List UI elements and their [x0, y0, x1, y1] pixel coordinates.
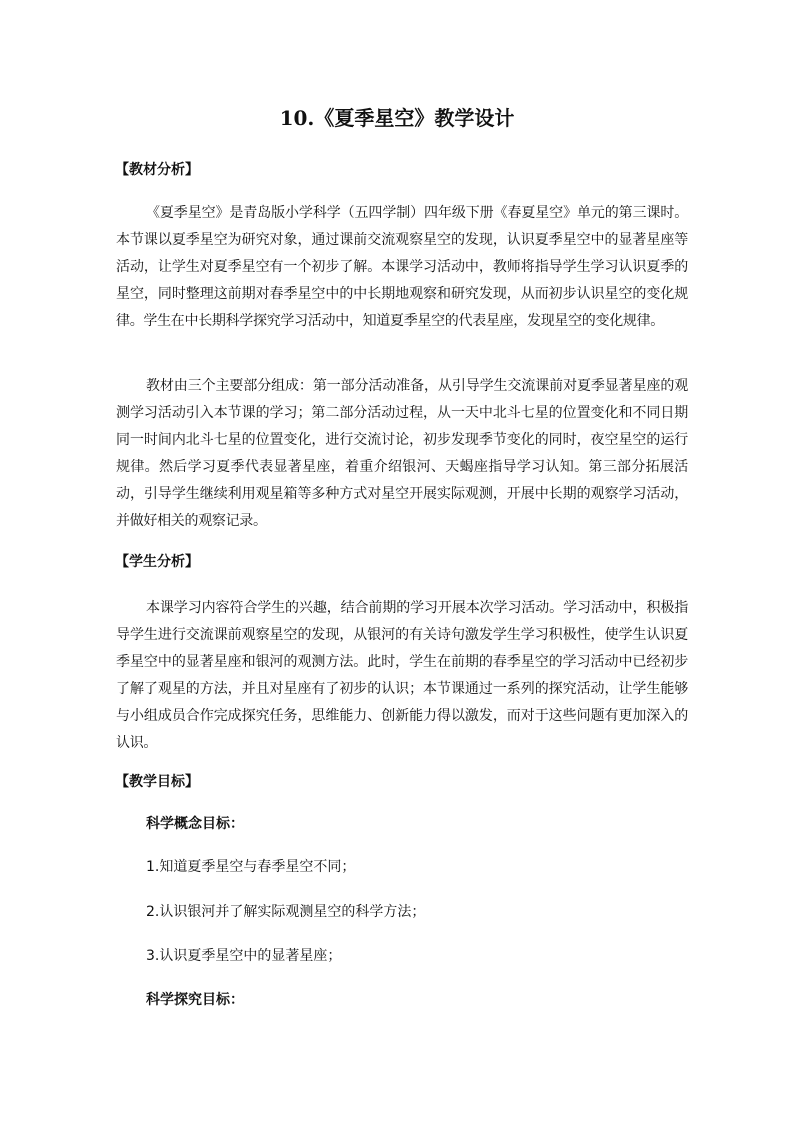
- list-item: 2.认识银河并了解实际观测星空的科学方法；: [146, 904, 426, 920]
- paragraph-textbook-analysis-2: 教材由三个主要部分组成：第一部分活动准备，从引导学生交流课前对夏季显著星座的观测学习活动引入本节课的学习；第二部分活动过程，从一天中北斗七星的位置变化和不同日期同一时间内北斗七星的位置变化，进行交流讨论，初步发现季节变化的同时，夜空星空的运行规律。然后学习夏季代表显著星座，着重介绍银河、天蝎座指导学习认知。第三部分拓展活动，引导学生继续利用观星箱等多种方式对星空开展实际观测，开展中长期的观察学习活动，并做好相关的观察记录。: [116, 378, 688, 529]
- list-item: 1.知道夏季星空与春季星空不同；: [146, 859, 356, 875]
- paragraph-student-analysis-1: 本课学习内容符合学生的兴趣，结合前期的学习开展本次学习活动。学习活动中，积极指导学生进行交流课前观察星空的发现，从银河的有关诗句激发学生学习积极性，使学生认识夏季星空中的显著星座和银河的观测方法。此时，学生在前期的春季星空的学习活动中已经初步了解了观星的方法，并且对星座有了初步的认识；本节课通过一系列的探究活动，让学生能够与小组成员合作完成探究任务，思维能力、创新能力得以激发，而对于这些问题有更加深入的认识。: [116, 600, 688, 751]
- section-heading-textbook-analysis: 【教材分析】: [115, 162, 199, 178]
- subheading-inquiry-goals: 科学探究目标：: [146, 992, 244, 1008]
- page-title: 10.《夏季星空》教学设计: [279, 106, 515, 130]
- list-item: 3.认识夏季星空中的显著星座；: [146, 948, 342, 964]
- section-heading-teaching-goals: 【教学目标】: [115, 774, 199, 790]
- section-heading-student-analysis: 【学生分析】: [115, 554, 199, 570]
- subheading-concept-goals: 科学概念目标：: [146, 816, 244, 832]
- paragraph-textbook-analysis-1: 《夏季星空》是青岛版小学科学（五四学制）四年级下册《春夏星空》单元的第三课时。本节课以夏季星空为研究对象，通过课前交流观察星空的发现，认识夏季星空中的显著星座等活动，让学生对夏季星空有一个初步了解。本课学习活动中，教师将指导学生学习认识夏季的星空，同时整理这前期对春季星空中的中长期地观察和研究发现，从而初步认识星空的变化规律。学生在中长期科学探究学习活动中，知道夏季星空的代表星座，发现星空的变化规律。: [116, 205, 688, 329]
